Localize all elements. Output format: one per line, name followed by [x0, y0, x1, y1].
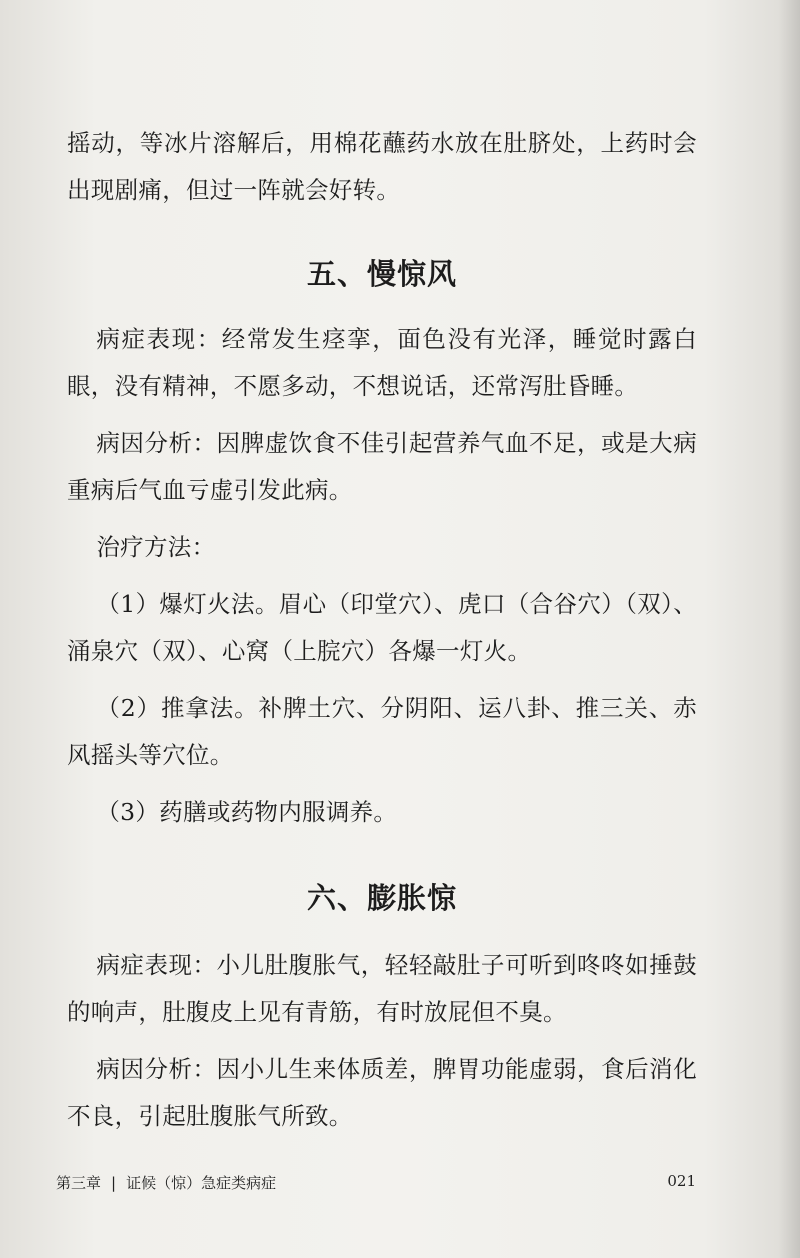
paragraph-cause: 病因分析：因脾虚饮食不佳引起营养气血不足，或是大病重病后气血亏虚引发此病。	[67, 429, 697, 504]
footer-chapter-title: 证候（惊）急症类病症	[126, 1174, 277, 1192]
footer-chapter: 第三章	[56, 1174, 102, 1192]
page-content	[67, 120, 697, 1150]
treatment-item-3: （3）药膳或药物内服调养。	[96, 798, 398, 826]
footer-separator: |	[111, 1174, 117, 1192]
section-heading-peng-zhang-jing: 六、膨胀惊	[306, 881, 457, 915]
paragraph-treatment-label: 治疗方法：	[96, 533, 216, 561]
paragraph-symptoms-2: 病症表现：小儿肚腹胀气，轻轻敲肚子可听到咚咚如捶鼓的响声，肚腹皮上见有青筋，有时放屁但不臭。	[67, 951, 697, 1026]
paragraph-symptoms: 病症表现：经常发生痉挛，面色没有光泽，睡觉时露白眼，没有精神，不愿多动，不想说话，还常泻肚昏睡。	[67, 325, 697, 400]
section-heading-man-jing-feng: 五、慢惊风	[306, 257, 457, 291]
treatment-item-1: （1）爆灯火法。眉心（印堂穴）、虎口（合谷穴）（双）、涌泉穴（双）、心窝（上脘穴）各爆一灯火。	[67, 590, 697, 665]
paragraph-continued: 摇动，等冰片溶解后，用棉花蘸药水放在肚脐处，上药时会出现剧痛，但过一阵就会好转。	[67, 129, 697, 204]
treatment-item-2: （2）推拿法。补脾土穴、分阴阳、运八卦、推三关、赤风摇头等穴位。	[67, 694, 697, 769]
paragraph-cause-2: 病因分析：因小儿生来体质差，脾胃功能虚弱，食后消化不良，引起肚腹胀气所致。	[67, 1055, 697, 1130]
page-footer	[56, 1172, 696, 1193]
page-number: 021	[667, 1172, 696, 1190]
